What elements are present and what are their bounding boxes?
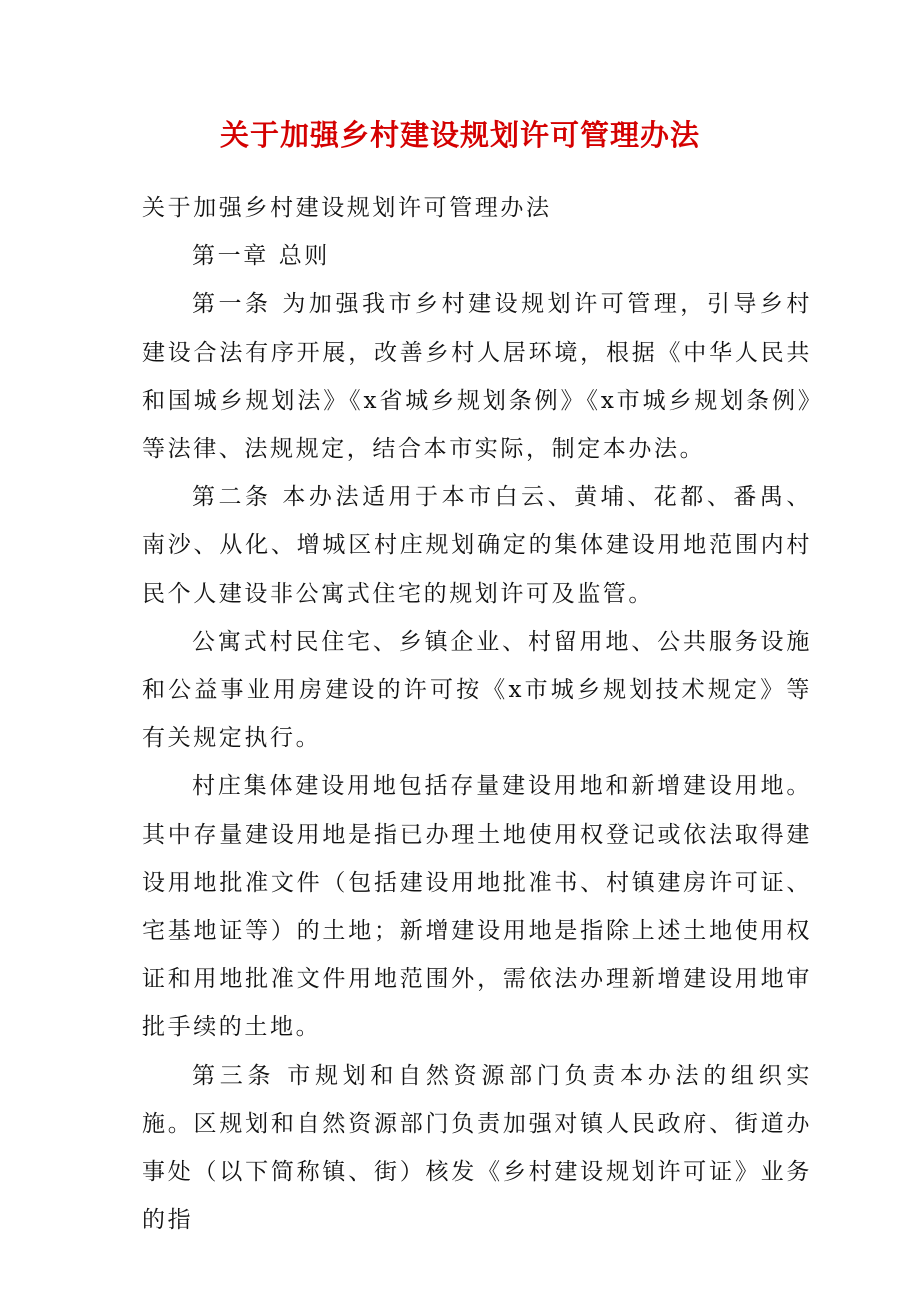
paragraph-apartment-rule: 公寓式村民住宅、乡镇企业、村留用地、公共服务设施和公益事业用房建设的许可按《x市城乡规划技术规定》等有关规定执行。 [142, 628, 812, 752]
document-title: 关于加强乡村建设规划许可管理办法 [219, 118, 700, 152]
paragraph-article-3: 第三条 市规划和自然资源部门负责本办法的组织实施。区规划和自然资源部门负责加强对镇人民政府、街道办事处（以下简称镇、街）核发《乡村建设规划许可证》业务的指 [142, 1062, 812, 1234]
paragraph-subtitle: 关于加强乡村建设规划许可管理办法 [142, 195, 552, 221]
paragraph-land-definition: 村庄集体建设用地包括存量建设用地和新增建设用地。其中存量建设用地是指已办理土地使用权登记或依法取得建设用地批准文件（包括建设用地批准书、村镇建房许可证、宅基地证等）的土地；新增建设用地是指除上述土地使用权证和用地批准文件用地范围外，需依法办理新增建设用地审批手续的土地。 [142, 773, 812, 1041]
paragraph-article-2: 第二条 本办法适用于本市白云、黄埔、花都、番禺、南沙、从化、增城区村庄规划确定的集体建设用地范围内村民个人建设非公寓式住宅的规划许可及监管。 [142, 484, 812, 607]
paragraph-chapter-heading: 第一章 总则 [192, 243, 330, 270]
document-body [142, 184, 812, 1244]
paragraph-article-1: 第一条 为加强我市乡村建设规划许可管理，引导乡村建设合法有序开展，改善乡村人居环境，根据《中华人民共和国城乡规划法》《x省城乡规划条例》《x市城乡规划条例》等法律、法规规定，结合本市实际，制定本办法。 [142, 291, 812, 463]
